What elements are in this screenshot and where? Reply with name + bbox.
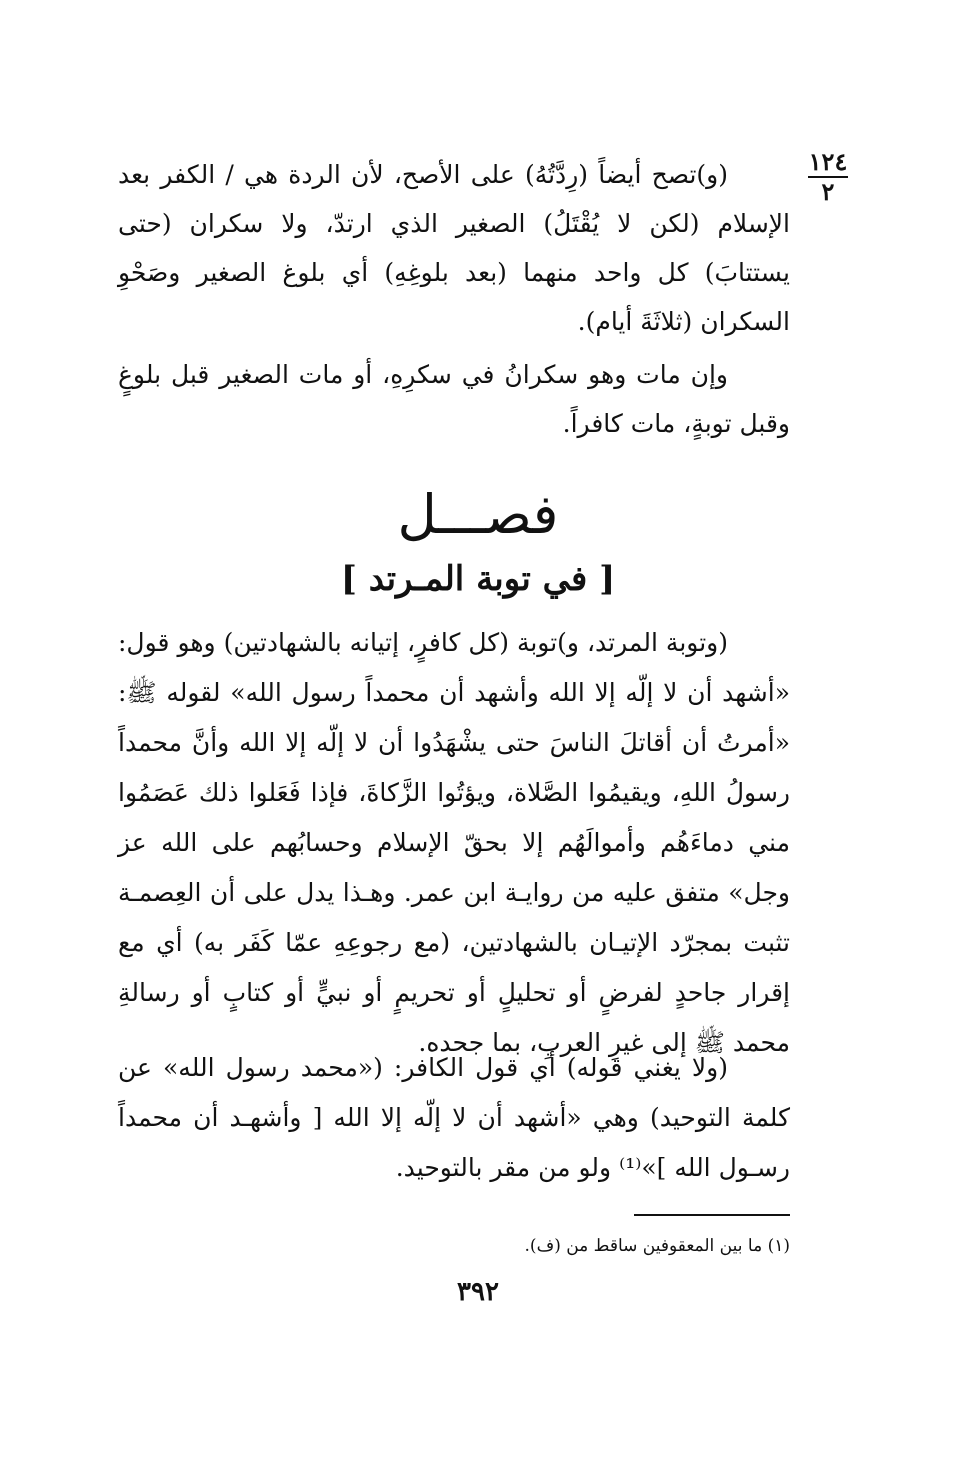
paragraph-death-while-drunk: وإن مات وهو سكرانُ في سكرِهِ، أو مات الصغير قبل بلوغٍ وقبل توبةٍ، مات كافراً.: [118, 360, 790, 438]
paragraph-declaration-sufficiency: (ولا يغني قوله) أي قول الكافر: («محمد رسول الله» عن كلمة التوحيد) وهي «أشهد أن لا إلّه إلا الله [ وأشهـد أن محمداً رسـول الله ]»⁽¹⁾ ولو من مقر بالتوحيد.: [118, 1053, 790, 1182]
paragraph-repentance-of-apostate: (وتوبة المرتد، و)توبة (كل كافرٍ، إتيانه بالشهادتين) وهو قول: «أشهد أن لا إلّه إلا الله وأشهد أن محمداً رسول الله» لقوله ﷺ: «أمرتُ أن أقاتلَ الناسَ حتى يشْهَدُوا أن لا إلّه إلا الله وأنَّ محمداً رسولُ اللهِ، ويقيمُوا الصَّلاة، ويؤتُوا الزَّكاةَ، فإذا فَعَلوا ذلك عَصَمُوا مني دماءَهُم وأموالَهُم إلا بحقّ الإسلام وحسابُهم على الله عز وجل» متفق عليه من روايـة ابن عمر. وهـذا يدل على أن العِصمـة تثبت بمجرّد الإتيـان بالشهادتين، (مع رجوعِهِ عمّا كَفَر به) أي مع إقرار جاحدٍ لفرضٍ أو تحليلٍ أو تحريمٍ أو نبيٍّ أو كتابٍ أو رسالةِ محمد ﷺ إلى غيرِ العربِ، بما جحده.: [118, 628, 790, 1057]
margin-reference-folio: ١٢٤: [808, 147, 848, 176]
margin-manuscript-reference: [808, 147, 848, 206]
page-number: ٣٩٢: [457, 1277, 499, 1307]
footnote-divider: [634, 1214, 790, 1216]
bottom-text-section: [118, 1043, 790, 1193]
paragraph-apostasy-validity: (و)تصح أيضاً (رِدَّتُهُ) على الأصح، لأن الردة هي / الكفر بعد الإسلام (لكن لا يُقْتَلُ) الصغير الذي ارتدّ، ولا سكران (حتى يستتابَ) كل واحد منهما (بعد بلوغِهِ) أي بلوغ الصغير وصَحْوِ السكران (ثلاثَةَ أيام).: [118, 160, 790, 336]
section-heading-word: فصـــل: [397, 483, 559, 546]
section-heading-ornament: [378, 480, 578, 550]
top-text-section: [118, 150, 790, 448]
footnote: (١) ما بين المعقوفين ساقط من (ف).: [524, 1236, 790, 1256]
middle-text-section: [118, 618, 790, 1068]
section-subtitle: [ في توبة المـرتد ]: [340, 559, 616, 599]
margin-reference-side: ٢: [821, 177, 835, 206]
